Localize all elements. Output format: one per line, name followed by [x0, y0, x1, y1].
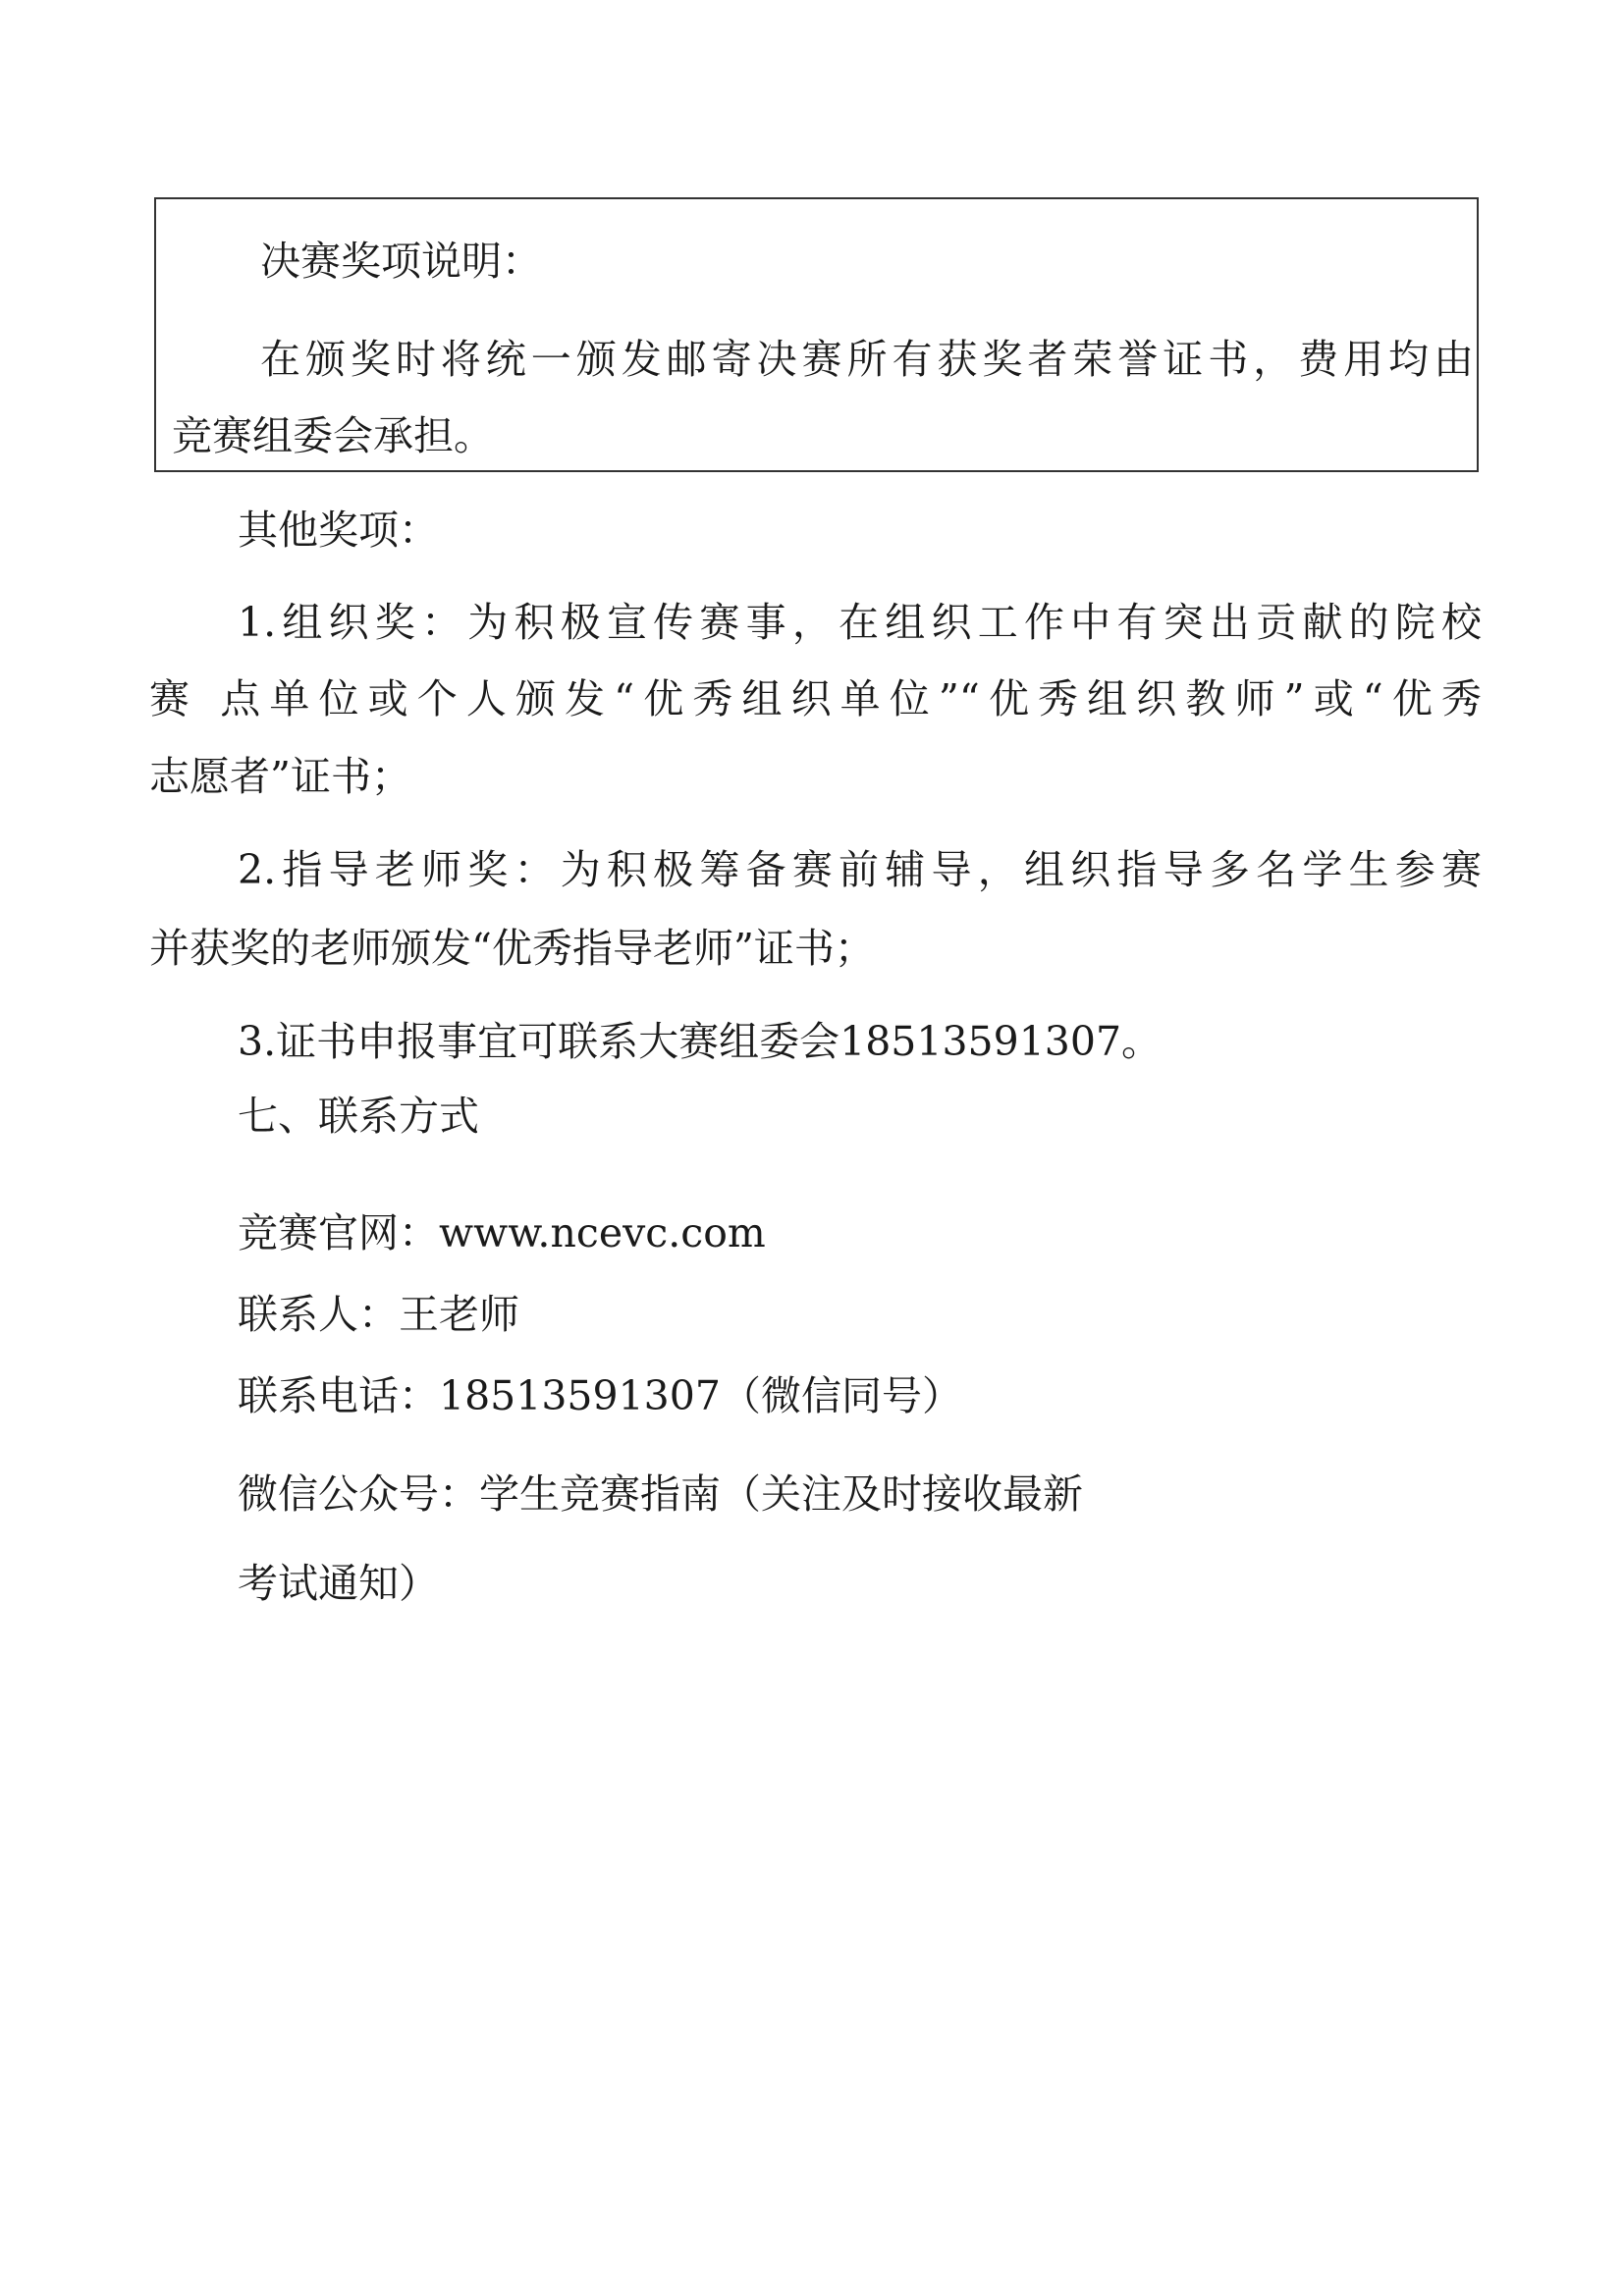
other-awards-item-3: 3.证书申报事宜可联系大赛组委会18513591307。: [238, 1018, 1163, 1065]
other-awards-item-2-line-2: 并获奖的老师颁发“优秀指导老师”证书；: [149, 925, 875, 972]
contact-wechat-line-2: 考试通知）: [238, 1560, 439, 1607]
contact-heading: 七、联系方式: [238, 1093, 479, 1140]
final-awards-title: 决赛奖项说明：: [260, 238, 542, 285]
other-awards-item-1-line-3: 志愿者”证书；: [149, 753, 411, 800]
other-awards-item-1-line-2: 赛 点单位或个人颁发“优秀组织单位”“优秀组织教师”或“优秀: [149, 675, 1482, 722]
other-awards-item-1-line-1: 1.组织奖：为积极宣传赛事，在组织工作中有突出贡献的院校: [238, 599, 1482, 646]
other-awards-item-2-line-1: 2.指导老师奖：为积极筹备赛前辅导，组织指导多名学生参赛: [238, 846, 1482, 893]
final-awards-text-line-1: 在颁奖时将统一颁发邮寄决赛所有获奖者荣誉证书，费用均由: [260, 336, 1474, 383]
contact-phone: 联系电话：18513591307（微信同号）: [238, 1372, 962, 1419]
contact-person: 联系人：王老师: [238, 1291, 519, 1338]
other-awards-heading: 其他奖项：: [238, 507, 439, 554]
contact-website: 竞赛官网：www.ncevc.com: [238, 1209, 766, 1256]
contact-wechat-line-1: 微信公众号：学生竞赛指南（关注及时接收最新: [238, 1470, 1083, 1518]
final-awards-text-line-2: 竞赛组委会承担。: [172, 412, 494, 459]
